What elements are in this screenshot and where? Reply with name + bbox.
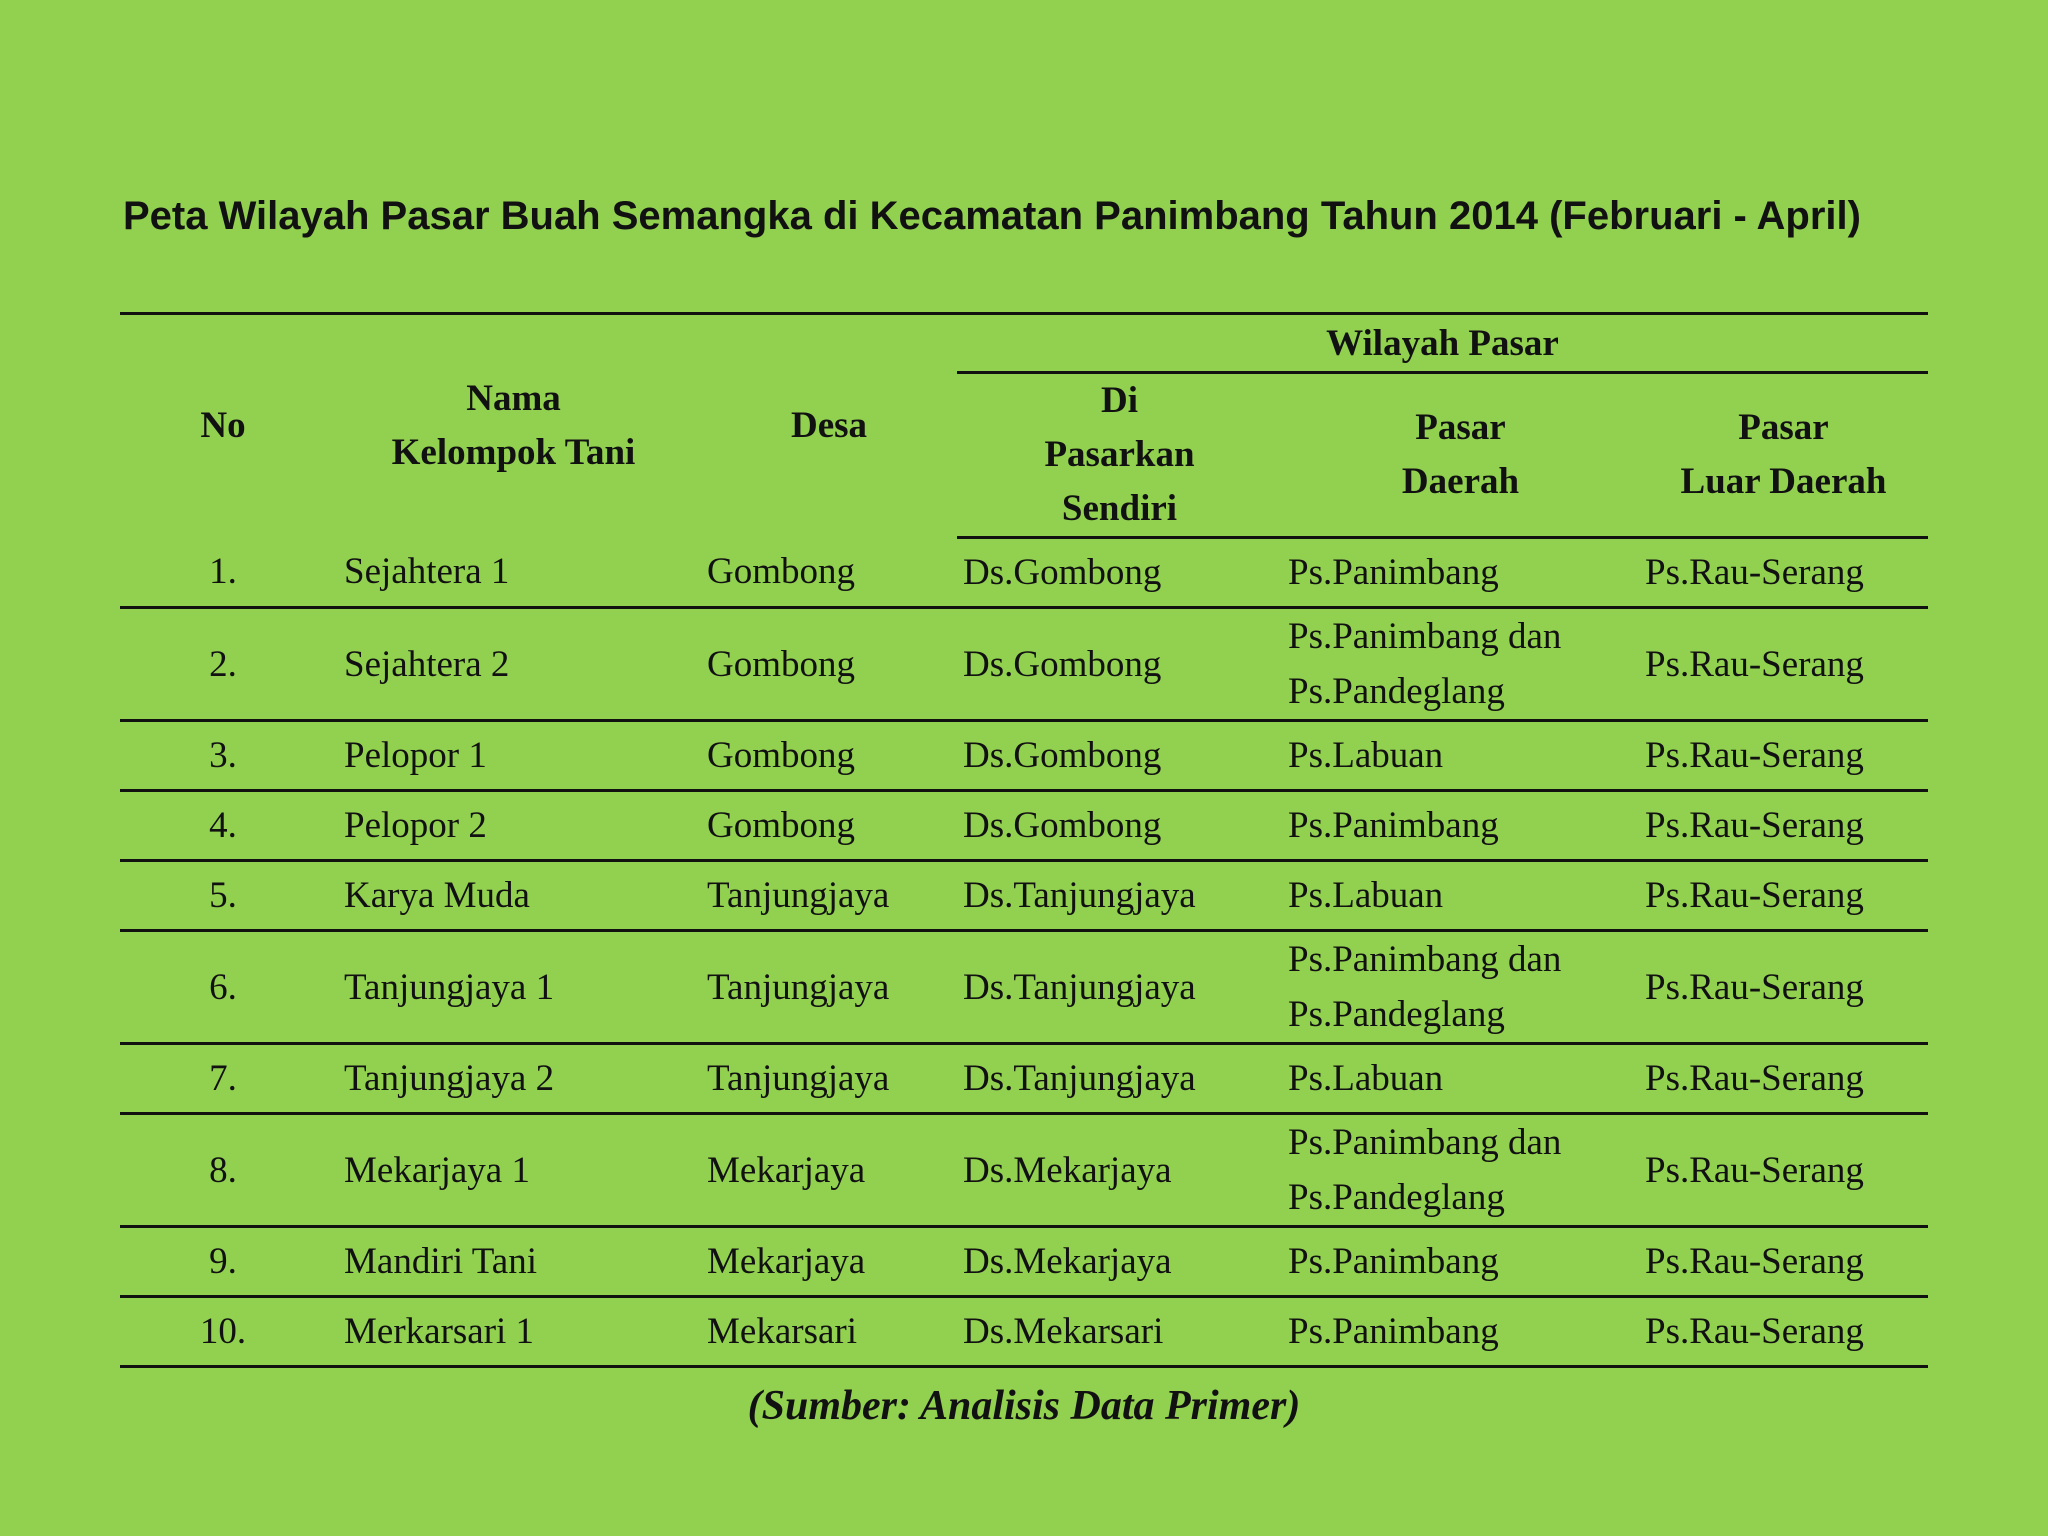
- cell-pasar-daerah-line: Ps.Pandeglang: [1288, 994, 1505, 1035]
- cell-pasar-daerah: [1282, 861, 1639, 931]
- page-title: Peta Wilayah Pasar Buah Semangka di Kecamatan Panimbang Tahun 2014 (Februari - April): [123, 194, 1861, 238]
- cell-nama-kelompok: Tanjungjaya 2: [326, 1044, 701, 1114]
- source-note: (Sumber: Analisis Data Primer): [747, 1383, 1301, 1429]
- header-pasar-daerah: [1282, 373, 1639, 538]
- cell-di-pasarkan-sendiri: Ds.Gombong: [957, 538, 1282, 608]
- cell-nama-kelompok: Sejahtera 1: [326, 538, 701, 608]
- table-row: [120, 608, 1928, 721]
- header-luar-line-2: Luar Daerah: [1680, 461, 1887, 502]
- table-body: [120, 538, 1928, 1367]
- cell-pasar-daerah-line: Ps.Panimbang dan: [1288, 616, 1562, 657]
- cell-pasar-luar-daerah: Ps.Rau-Serang: [1639, 1044, 1928, 1114]
- table-row: [120, 721, 1928, 791]
- cell-no: 5.: [120, 861, 326, 931]
- cell-pasar-daerah-line: Ps.Panimbang dan: [1288, 939, 1562, 980]
- cell-desa: Tanjungjaya: [701, 931, 957, 1044]
- cell-desa: Mekarjaya: [701, 1114, 957, 1227]
- header-di-pasarkan-sendiri: [957, 373, 1282, 538]
- cell-di-pasarkan-sendiri: Ds.Tanjungjaya: [957, 1044, 1282, 1114]
- cell-pasar-daerah: [1282, 1114, 1639, 1227]
- cell-pasar-daerah: [1282, 721, 1639, 791]
- table-row: [120, 861, 1928, 931]
- cell-pasar-daerah-line: Ps.Panimbang: [1288, 805, 1499, 846]
- cell-pasar-luar-daerah: Ps.Rau-Serang: [1639, 721, 1928, 791]
- table-row: [120, 538, 1928, 608]
- table-row: [120, 931, 1928, 1044]
- cell-pasar-luar-daerah: Ps.Rau-Serang: [1639, 861, 1928, 931]
- table-header: [120, 314, 1928, 538]
- cell-pasar-luar-daerah: Ps.Rau-Serang: [1639, 608, 1928, 721]
- cell-di-pasarkan-sendiri: Ds.Mekarjaya: [957, 1114, 1282, 1227]
- cell-nama-kelompok: Mandiri Tani: [326, 1227, 701, 1297]
- cell-no: 2.: [120, 608, 326, 721]
- header-di-line-2: Pasarkan: [1044, 434, 1195, 475]
- cell-desa: Gombong: [701, 791, 957, 861]
- cell-nama-kelompok: Pelopor 1: [326, 721, 701, 791]
- table-row: [120, 791, 1928, 861]
- cell-pasar-daerah: [1282, 1227, 1639, 1297]
- cell-pasar-daerah-line: Ps.Labuan: [1288, 735, 1444, 776]
- cell-pasar-luar-daerah: Ps.Rau-Serang: [1639, 931, 1928, 1044]
- cell-nama-kelompok: Merkarsari 1: [326, 1297, 701, 1367]
- cell-pasar-daerah-line: Ps.Labuan: [1288, 1058, 1444, 1099]
- cell-pasar-daerah: [1282, 1044, 1639, 1114]
- cell-no: 7.: [120, 1044, 326, 1114]
- cell-pasar-daerah-line: Ps.Labuan: [1288, 875, 1444, 916]
- header-wilayah-pasar: Wilayah Pasar: [957, 314, 1928, 373]
- header-nama-line-2: Kelompok Tani: [391, 432, 636, 474]
- cell-no: 10.: [120, 1297, 326, 1367]
- cell-pasar-daerah: [1282, 791, 1639, 861]
- cell-desa: Mekarjaya: [701, 1227, 957, 1297]
- cell-pasar-luar-daerah: Ps.Rau-Serang: [1639, 1114, 1928, 1227]
- cell-no: 6.: [120, 931, 326, 1044]
- cell-pasar-daerah-line: Ps.Pandeglang: [1288, 671, 1505, 712]
- header-daerah-line-1: Pasar: [1415, 407, 1506, 448]
- header-pasar-luar-daerah: [1639, 373, 1928, 538]
- cell-pasar-luar-daerah: Ps.Rau-Serang: [1639, 791, 1928, 861]
- table-row: [120, 1297, 1928, 1367]
- cell-di-pasarkan-sendiri: Ds.Gombong: [957, 608, 1282, 721]
- cell-pasar-daerah-line: Ps.Panimbang: [1288, 552, 1499, 593]
- header-no: No: [120, 314, 326, 538]
- header-di-line-1: Di: [1101, 380, 1138, 421]
- cell-pasar-luar-daerah: Ps.Rau-Serang: [1639, 1297, 1928, 1367]
- cell-pasar-daerah: [1282, 608, 1639, 721]
- cell-pasar-luar-daerah: Ps.Rau-Serang: [1639, 538, 1928, 608]
- cell-no: 9.: [120, 1227, 326, 1297]
- cell-pasar-daerah-line: Ps.Panimbang dan: [1288, 1122, 1562, 1163]
- cell-nama-kelompok: Karya Muda: [326, 861, 701, 931]
- cell-desa: Tanjungjaya: [701, 1044, 957, 1114]
- cell-nama-kelompok: Tanjungjaya 1: [326, 931, 701, 1044]
- header-di-line-3: Sendiri: [1061, 488, 1178, 529]
- cell-desa: Gombong: [701, 538, 957, 608]
- cell-pasar-luar-daerah: Ps.Rau-Serang: [1639, 1227, 1928, 1297]
- cell-no: 8.: [120, 1114, 326, 1227]
- table-row: [120, 1227, 1928, 1297]
- cell-di-pasarkan-sendiri: Ds.Mekarsari: [957, 1297, 1282, 1367]
- cell-di-pasarkan-sendiri: Ds.Tanjungjaya: [957, 861, 1282, 931]
- header-desa: Desa: [701, 314, 957, 538]
- cell-nama-kelompok: Pelopor 2: [326, 791, 701, 861]
- cell-di-pasarkan-sendiri: Ds.Tanjungjaya: [957, 931, 1282, 1044]
- header-nama-line-1: Nama: [466, 378, 561, 420]
- cell-pasar-daerah-line: Ps.Panimbang: [1288, 1311, 1499, 1352]
- cell-pasar-daerah-line: Ps.Panimbang: [1288, 1241, 1499, 1282]
- cell-desa: Gombong: [701, 721, 957, 791]
- cell-no: 4.: [120, 791, 326, 861]
- cell-desa: Gombong: [701, 608, 957, 721]
- cell-di-pasarkan-sendiri: Ds.Gombong: [957, 791, 1282, 861]
- header-nama-kelompok-tani: [326, 314, 701, 538]
- cell-pasar-daerah: [1282, 1297, 1639, 1367]
- header-daerah-line-2: Daerah: [1401, 461, 1520, 502]
- cell-desa: Tanjungjaya: [701, 861, 957, 931]
- cell-pasar-daerah-line: Ps.Pandeglang: [1288, 1177, 1505, 1218]
- cell-no: 3.: [120, 721, 326, 791]
- table-row: [120, 1114, 1928, 1227]
- header-luar-line-1: Pasar: [1738, 407, 1829, 448]
- cell-di-pasarkan-sendiri: Ds.Gombong: [957, 721, 1282, 791]
- market-table: [120, 312, 1928, 1368]
- cell-nama-kelompok: Mekarjaya 1: [326, 1114, 701, 1227]
- table-row: [120, 1044, 1928, 1114]
- cell-desa: Mekarsari: [701, 1297, 957, 1367]
- market-table-container: [120, 312, 1928, 1368]
- cell-pasar-daerah: [1282, 931, 1639, 1044]
- cell-pasar-daerah: [1282, 538, 1639, 608]
- cell-no: 1.: [120, 538, 326, 608]
- cell-nama-kelompok: Sejahtera 2: [326, 608, 701, 721]
- cell-di-pasarkan-sendiri: Ds.Mekarjaya: [957, 1227, 1282, 1297]
